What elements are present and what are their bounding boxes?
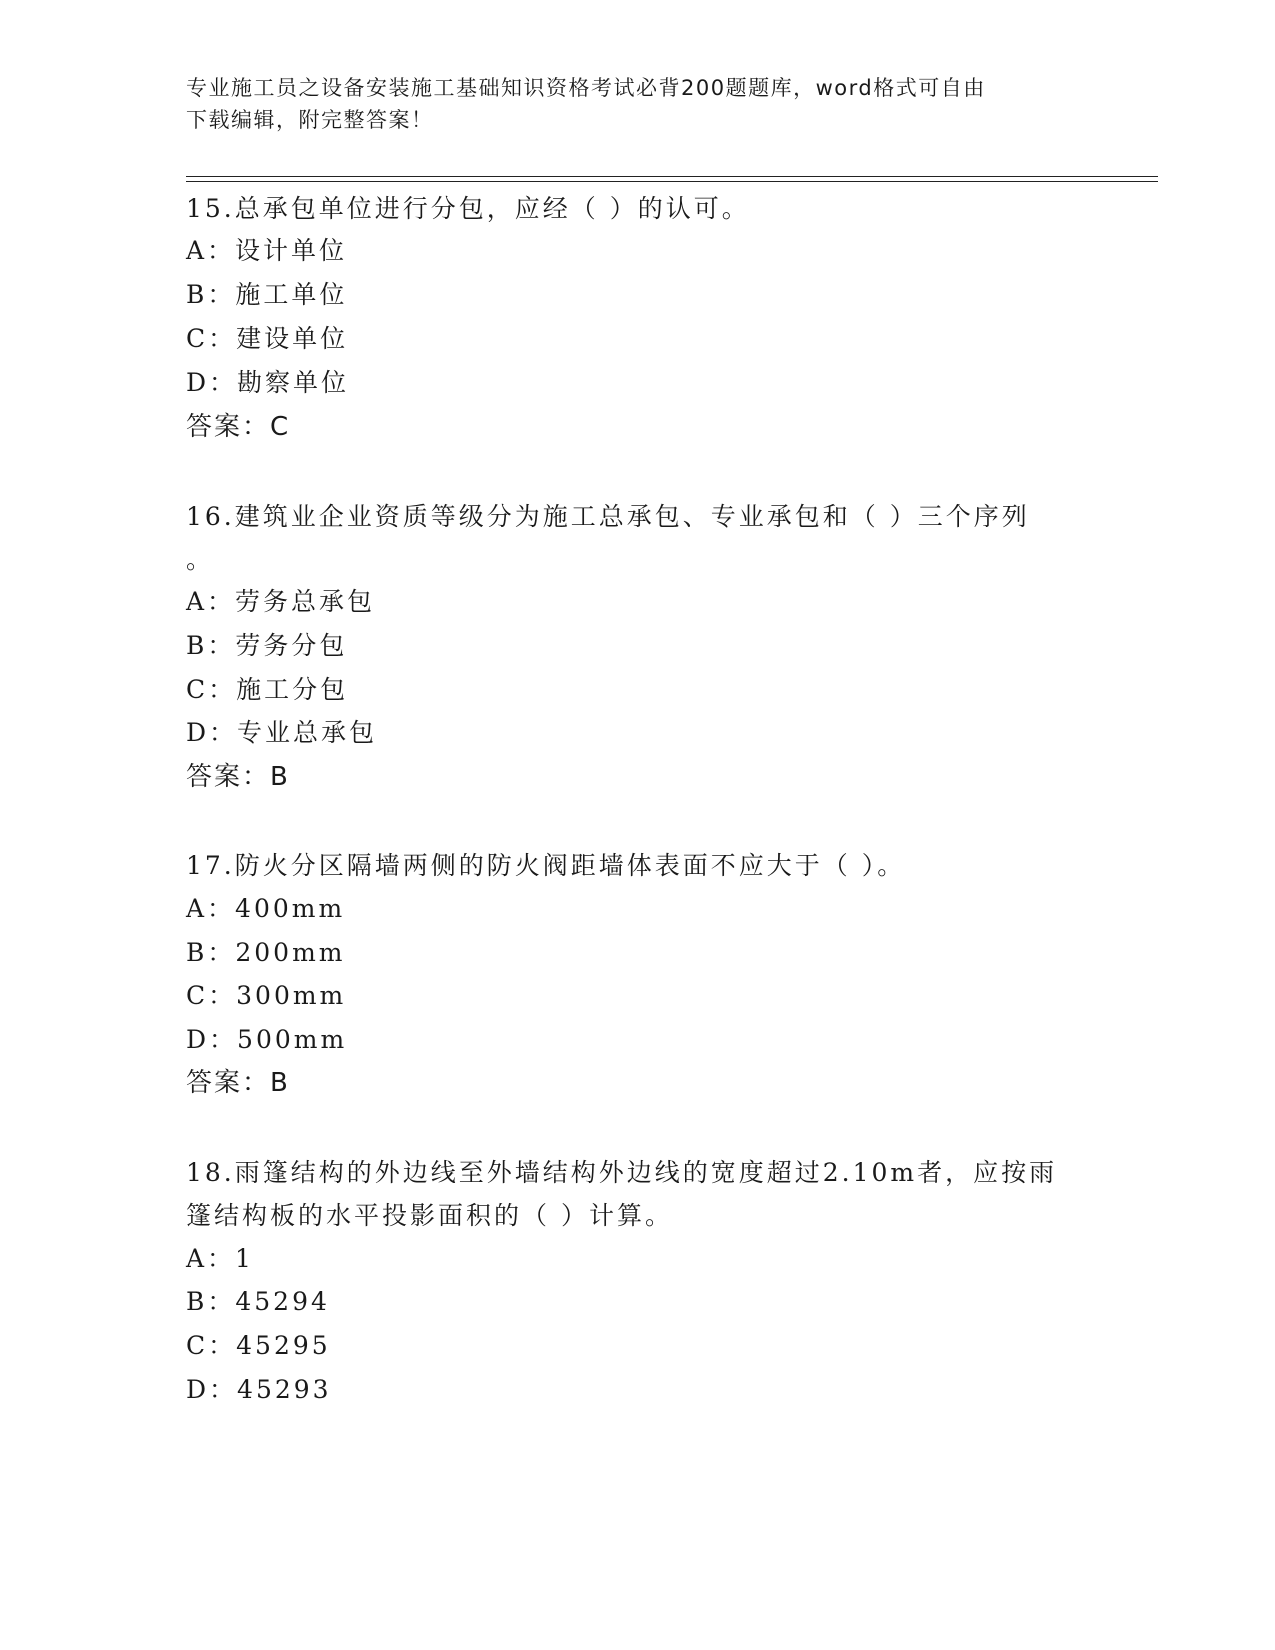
option-d: D：500mm: [186, 1025, 348, 1054]
option-b: B：施工单位: [186, 280, 348, 309]
question-text-continued: 。: [186, 545, 215, 574]
question-text: 15.总承包单位进行分包，应经（ ）的认可。: [186, 194, 750, 223]
question-text-continued: 篷结构板的水平投影面积的（ ）计算。: [186, 1201, 673, 1230]
question-text: 16.建筑业企业资质等级分为施工总承包、专业承包和（ ）三个序列: [186, 502, 1030, 531]
option-a: A：设计单位: [186, 236, 348, 265]
option-b: B：45294: [186, 1287, 330, 1316]
answer: 答案：B: [186, 1068, 290, 1098]
header-line-1: 专业施工员之设备安装施工基础知识资格考试必背200题题库，word格式可自由: [186, 76, 986, 100]
header-divider-top: [186, 176, 1158, 177]
answer: 答案：B: [186, 762, 290, 792]
option-c: C：建设单位: [186, 324, 349, 353]
option-d: D：勘察单位: [186, 368, 350, 397]
option-a: A：劳务总承包: [186, 587, 376, 616]
document-header: [186, 72, 1066, 136]
option-d: D：专业总承包: [186, 718, 378, 747]
question-text: 17.防火分区隔墙两侧的防火阀距墙体表面不应大于（ ）。: [186, 851, 906, 880]
option-a: A：400mm: [186, 894, 346, 923]
option-c: C：300mm: [186, 981, 347, 1010]
option-c: C：施工分包: [186, 675, 349, 704]
option-b: B：劳务分包: [186, 631, 348, 660]
option-d: D：45293: [186, 1375, 332, 1404]
header-line-2: 下载编辑，附完整答案！: [186, 108, 434, 132]
question-text: 18.雨篷结构的外边线至外墙结构外边线的宽度超过2.10m者，应按雨: [186, 1158, 1058, 1187]
option-a: A：1: [186, 1244, 254, 1273]
option-b: B：200mm: [186, 938, 346, 967]
option-c: C：45295: [186, 1331, 331, 1360]
header-divider-bottom: [186, 181, 1158, 182]
answer: 答案：C: [186, 412, 291, 442]
